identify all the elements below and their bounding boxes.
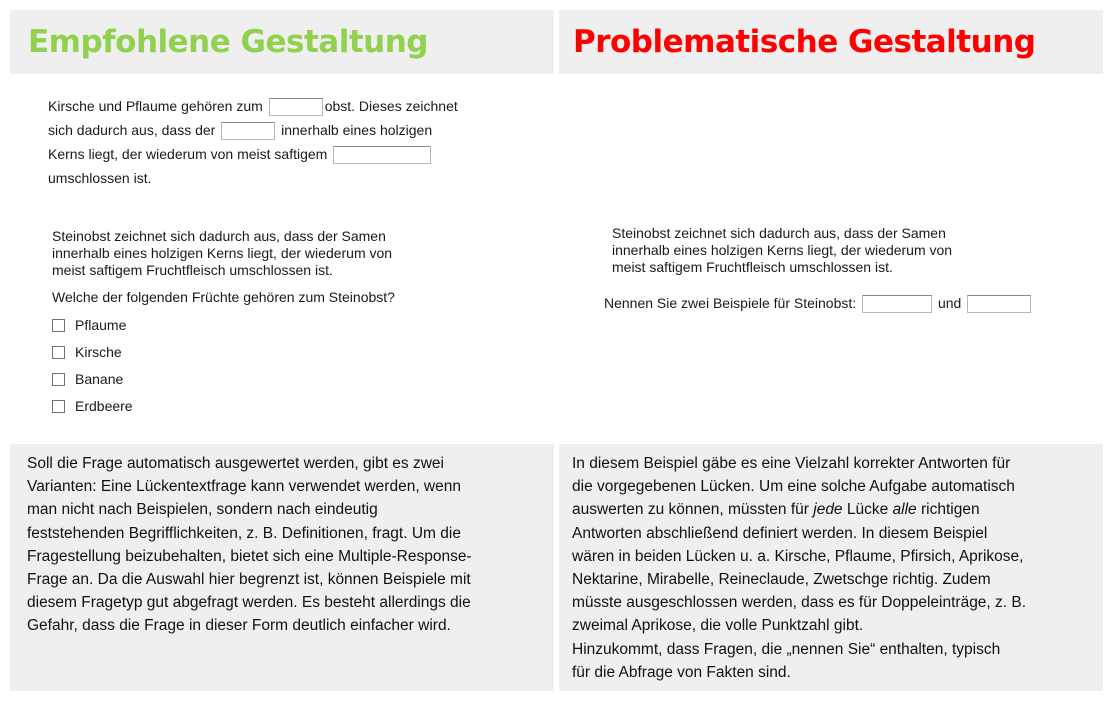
description-line: Frage an. Da die Auswahl hier begrenzt ist, können Beispiele mit [27,571,471,589]
cloze-blank-1[interactable] [269,98,323,116]
checkbox[interactable] [52,346,65,359]
right-text-line: meist saftigem Fruchtfleisch umschlossen ist. [612,259,893,275]
cloze-blank-2[interactable] [221,122,275,140]
mr-text-line: meist saftigem Fruchtfleisch umschlossen ist. [52,262,333,278]
left-heading: Empfohlene Gestaltung [28,24,428,60]
cloze-text: Kirsche und Pflaume gehören zum [48,98,263,114]
option-pflaume[interactable] [52,315,126,335]
and-label: und [937,295,962,311]
cloze-text: innerhalb eines holzigen [281,122,433,138]
mr-question: Welche der folgenden Früchte gehören zum Steinobst? [52,289,395,305]
left-cloze-example [12,76,554,204]
cloze-text: umschlossen ist. [48,170,152,186]
option-label: Kirsche [75,344,122,360]
description-line: man nicht nach Beispielen, sondern nach eindeutig [27,501,378,519]
right-description-panel [559,444,1103,691]
description-text: Lücke [842,501,893,519]
description-line: wären in beiden Lücken u. a. Kirsche, Pflaume, Pfirsich, Aprikose, [572,547,1024,565]
answer-blank-1[interactable] [862,295,932,313]
right-heading: Problematische Gestaltung [573,24,1036,60]
description-line: Gefahr, dass die Frage in dieser Form deutlich einfacher wird. [27,617,451,635]
checkbox[interactable] [52,319,65,332]
option-label: Banane [75,371,124,387]
right-text-line: Steinobst zeichnet sich dadurch aus, dass der Samen [612,225,946,241]
description-line: die vorgegebenen Lücken. Um eine solche Aufgabe automatisch [572,478,1015,496]
description-line [572,498,1026,521]
checkbox[interactable] [52,373,65,386]
description-line: Hinzukommt, dass Fragen, die „nennen Sie“ enthalten, typisch [572,640,1001,658]
description-text: richtigen [916,501,980,519]
emphasis-jede: jede [813,501,843,519]
option-label: Pflaume [75,317,127,333]
right-prompt: Nennen Sie zwei Beispiele für Steinobst: [604,295,857,311]
mr-text-line: Steinobst zeichnet sich dadurch aus, dass der Samen [52,228,386,244]
left-description-panel [10,444,554,691]
description-line: Varianten: Eine Lückentextfrage kann verwendet werden, wenn [27,478,461,496]
description-line: für die Abfrage von Fakten sind. [572,663,791,681]
option-label: Erdbeere [75,398,133,414]
cloze-text: Kerns liegt, der wiederum von meist saftigem [48,146,328,162]
left-header-panel [10,10,554,74]
description-line: Fragestellung beizubehalten, bietet sich eine Multiple-Response- [27,547,472,565]
cloze-text: sich dadurch aus, dass der [48,122,216,138]
description-line: Soll die Frage automatisch ausgewertet werden, gibt es zwei [27,455,444,472]
description-line: Nektarine, Mirabelle, Reineclaude, Zwetschge richtig. Zudem [572,571,991,589]
right-header-panel [559,10,1103,74]
right-cloze-example [559,76,1101,442]
option-erdbeere[interactable] [52,396,133,416]
description-line: müsste ausgeschlossen werden, dass es für Doppeleinträge, z. B. [572,594,1027,612]
option-kirsche[interactable] [52,342,122,362]
description-line: In diesem Beispiel gäbe es eine Vielzahl korrekter Antworten für [572,455,1011,472]
description-line: zweimal Aprikose, die volle Punktzahl gibt. [572,617,864,635]
emphasis-alle: alle [892,501,917,519]
mr-text-line: innerhalb eines holzigen Kerns liegt, der wiederum von [52,245,393,261]
option-banane[interactable] [52,369,123,389]
description-line: feststehenden Begrifflichkeiten, z. B. Definitionen, fragt. Um die [27,524,461,542]
right-text-line: innerhalb eines holzigen Kerns liegt, der wiederum von [612,242,953,258]
cloze-blank-3[interactable] [333,146,431,164]
checkbox[interactable] [52,400,65,413]
description-line: Antworten abschließend definiert werden. In diesem Beispiel [572,524,988,542]
left-multiple-response-example [12,208,554,442]
description-text: auswerten zu können, müssten für [572,501,814,519]
answer-blank-2[interactable] [967,295,1031,313]
description-line: diesem Fragetyp gut abgefragt werden. Es besteht allerdings die [27,594,471,612]
cloze-text: obst. Dieses zeichnet [324,98,458,114]
